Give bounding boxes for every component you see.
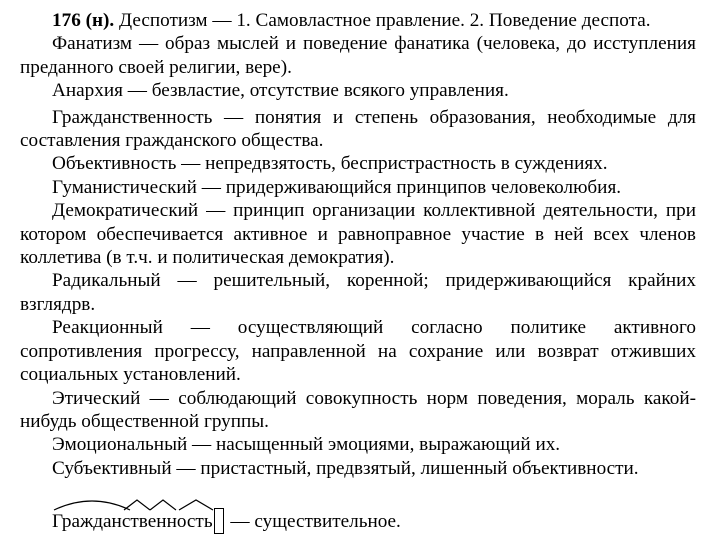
- entry-fanatism: Фанатизм — образ мыслей и поведение фанатика (человека, до исступления преданного своей религии, вере).: [20, 33, 696, 78]
- exercise-text: [20, 9, 696, 480]
- exercise-number: 176 (н).: [52, 10, 115, 31]
- entry-despotism: 176 (н). Деспотизм — 1. Самовластное правление. 2. Поведение деспота.: [52, 10, 651, 31]
- part-of-speech-note: — существительное.: [225, 511, 401, 532]
- entry-objectivity: Объективность — непредвзятость, беспристрастность в суждениях.: [52, 153, 608, 175]
- entry-radical: Радикальный — решительный, коренной; придерживающийся крайних взглядрв.: [20, 270, 696, 315]
- morpheme-analysis: [52, 508, 401, 534]
- zero-ending-box: [214, 508, 224, 534]
- entry-citizenship: Гражданственность — понятия и степень образования, необходимые для составления гражданского общества.: [20, 106, 696, 152]
- suffix-mark-icon: [177, 496, 215, 512]
- entry-reactionary: Реакционный — осуществляющий согласно политике активного сопротивления прогрессу, направленной на сохрание или возврат отживших социальных установлений.: [20, 317, 696, 386]
- root-arc-icon: [52, 496, 132, 512]
- suffix-segment-3: ость: [177, 510, 213, 533]
- entry-humanistic: Гуманистический — придерживающийся принципов человеколюбия.: [52, 176, 622, 198]
- entry-anarchy: Анархия — безвластие, отсутствие всякого управления.: [52, 80, 509, 102]
- root-segment: Граждан: [52, 510, 122, 533]
- entry-emotional: Эмоциональный — насыщенный эмоциями, выражающий их.: [52, 434, 561, 456]
- entry-democratic: Демократический — принцип организации коллективной деятельности, при котором обеспечивается активное и равноправное участие в ней всех членов коллетива (в т.ч. и политическая демократия).: [20, 200, 696, 269]
- suffix-segment-1: ств: [122, 510, 148, 533]
- entry-ethical: Этический — соблюдающий совокупность норм поведения, мораль какой-нибудь общественной группы.: [20, 387, 696, 432]
- suffix-mark-icon: [148, 496, 178, 512]
- entry-subjective: Субъективный — пристастный, предвзятый, лишенный объективности.: [52, 457, 639, 479]
- suffix-segment-2: енн: [148, 510, 177, 533]
